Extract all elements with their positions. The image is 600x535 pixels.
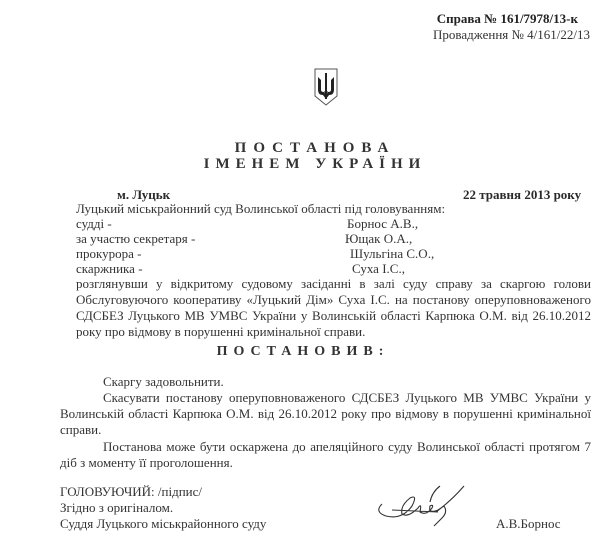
participant-name: Шульгіна С.О.,	[350, 246, 435, 261]
participant-name: Ющак О.А.,	[345, 231, 413, 246]
handwritten-signature-icon	[372, 482, 482, 528]
case-number: Справа № 161/7978/13-к	[436, 11, 578, 26]
considered-text-line: розглянувши у відкритому судовому засіданні в залі суду справу за скаргою голови	[76, 276, 591, 291]
resolution-line: Постанова може бути оскаржена до апеляційного суду Волинської області протягом 7	[103, 439, 591, 454]
trident-coat-of-arms-icon	[314, 68, 338, 106]
resolution-line: Скасувати постанову оперуповноваженого СДСБЕЗ Луцького МВ УМВС України у	[103, 390, 591, 405]
participant-role: судді -	[76, 216, 112, 231]
resolution-line: Скаргу задовольнити.	[103, 374, 224, 389]
city: м. Луцьк	[117, 187, 171, 202]
participant-name: Суха І.С.,	[352, 261, 405, 276]
certified-copy-note: Згідно з оригіналом.	[60, 500, 174, 515]
participant-role: прокурора -	[76, 246, 142, 261]
date: 22 травня 2013 року	[463, 187, 582, 202]
participant-role: за участю секретаря -	[76, 231, 196, 246]
considered-text-line: року про відмову в порушенні кримінальної справи.	[76, 324, 366, 339]
proceeding-number: Провадження № 4/161/22/13	[433, 27, 590, 42]
considered-text-line: СДСБЕЗ Луцького МВ УМВС України у Волинській області Карпюка О.М. від 26.10.2012	[76, 308, 591, 323]
document-subtitle: ІМЕНЕМ УКРАЇНИ	[203, 156, 427, 172]
judge-title: Суддя Луцького міськрайонного суду	[60, 516, 267, 531]
resolution-line: справи.	[60, 422, 102, 437]
resolved-heading: ПОСТАНОВИВ:	[216, 344, 390, 359]
judge-name: А.В.Борнос	[496, 516, 561, 531]
resolution-line: Волинській області Карпюка О.М. від 26.10.2012 року про відмову в порушенні кримінальної	[60, 406, 591, 421]
participant-role: скаржника -	[76, 261, 143, 276]
presiding-signature-line: ГОЛОВУЮЧИЙ: /підпис/	[60, 484, 203, 499]
considered-text-line: Обслуговуючого кооперативу «Луцький Дім» Суха І.С. на постанову оперуповноваженого	[76, 292, 591, 307]
resolution-line: діб з моменту її проголошення.	[60, 455, 233, 470]
document-title: ПОСТАНОВА	[234, 140, 396, 156]
court-intro: Луцький міськрайонний суд Волинської області під головуванням:	[76, 201, 446, 216]
participant-name: Борнос А.В.,	[347, 216, 419, 231]
